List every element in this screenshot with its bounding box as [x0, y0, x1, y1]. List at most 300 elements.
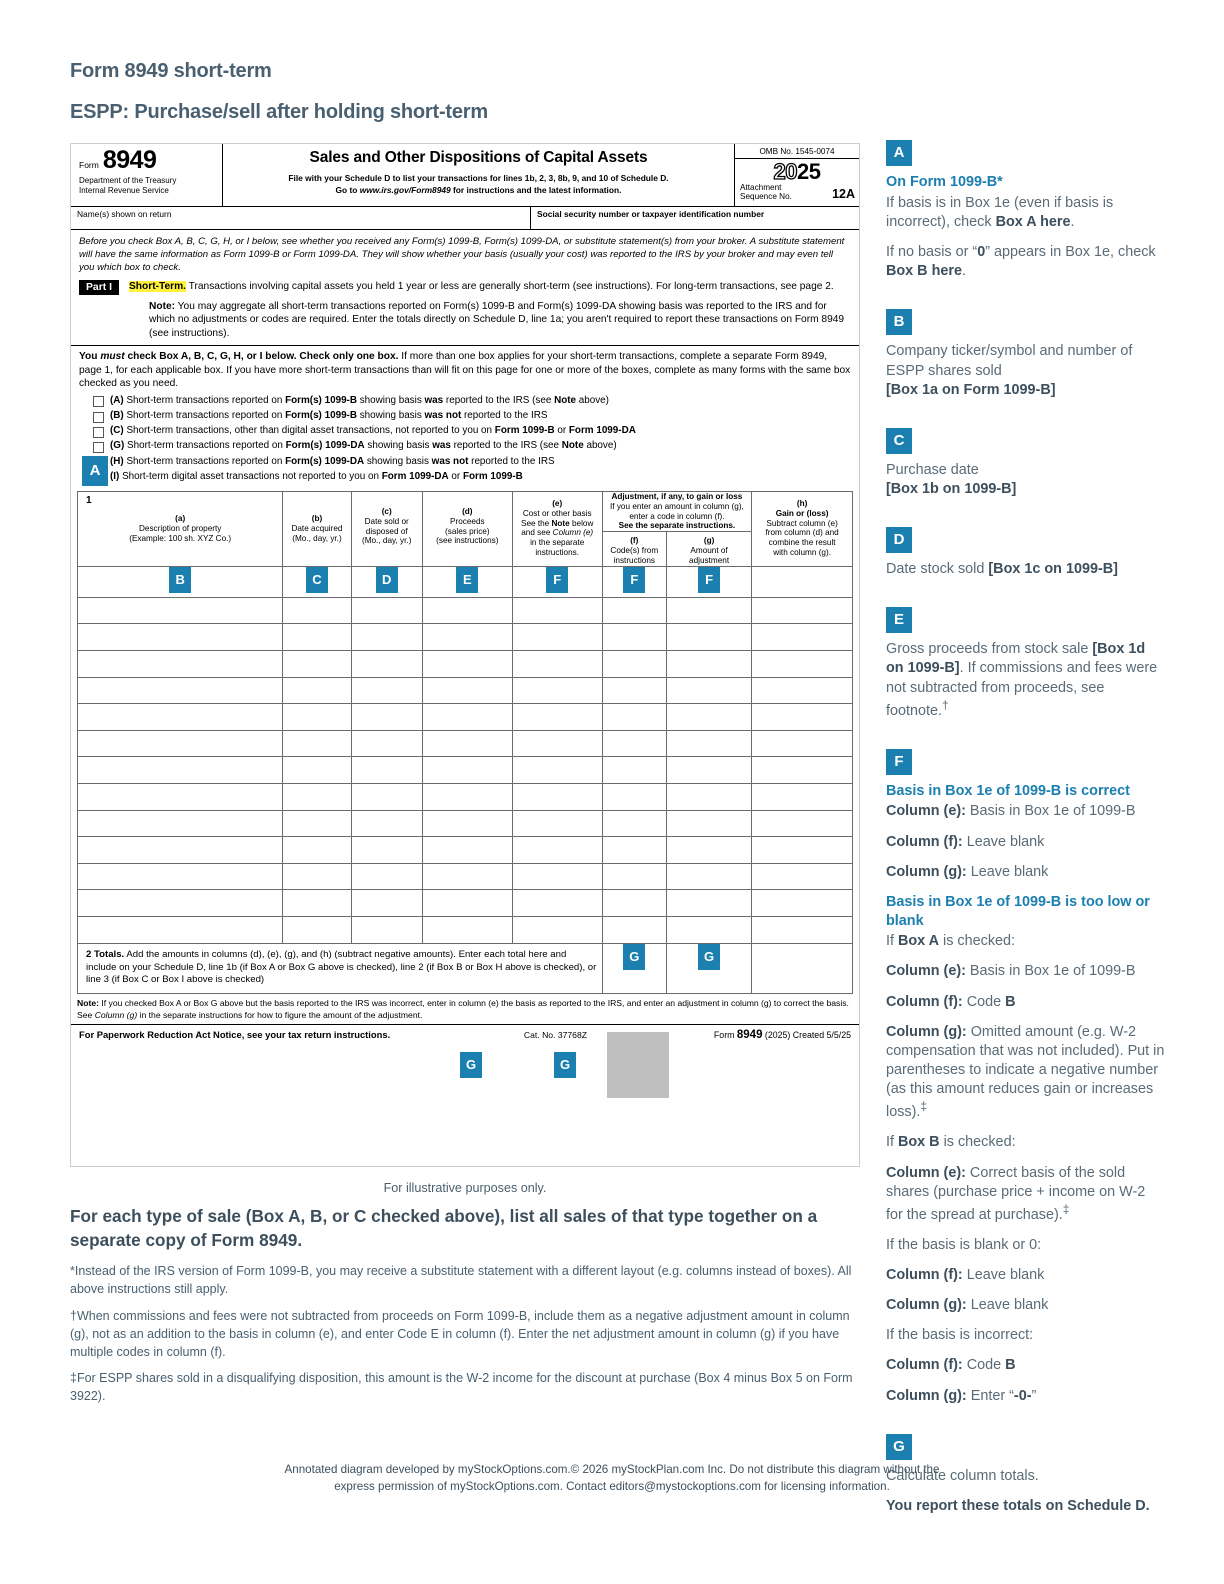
must-check-paragraph — [71, 346, 859, 391]
cb-i-b2: Form 1099-B — [462, 470, 523, 482]
table-cell[interactable] — [602, 597, 666, 624]
table-cell[interactable] — [351, 624, 422, 651]
ssn-field-label[interactable]: Social security number or taxpayer identification number — [537, 209, 765, 219]
table-cell[interactable] — [351, 916, 422, 943]
table-cell[interactable] — [422, 863, 512, 890]
totals-cell-h[interactable] — [752, 943, 853, 994]
table-cell[interactable] — [283, 837, 351, 864]
table-cell[interactable] — [422, 837, 512, 864]
cb-h-b2: was not — [431, 455, 469, 467]
cb-i-b1: Form 1099-DA — [381, 470, 449, 482]
table-cell[interactable] — [78, 597, 283, 624]
table-cell[interactable] — [512, 651, 602, 678]
cb-a-t1: Short-term transactions reported on — [123, 394, 286, 406]
table-cell[interactable] — [283, 863, 351, 890]
adj-line-4: See the separate instructions. — [618, 521, 736, 531]
table-cell[interactable] — [752, 624, 853, 651]
table-cell[interactable] — [422, 624, 512, 651]
cb-c-t1: Short-term transactions, other than digital asset transactions, not reported to you on — [123, 425, 495, 437]
table-cell[interactable] — [752, 837, 853, 864]
cb-b-t2: showing basis — [356, 410, 425, 422]
col-e-line-3 — [513, 528, 602, 538]
table-row[interactable] — [78, 890, 853, 917]
table-cell[interactable] — [512, 597, 602, 624]
table-cell[interactable] — [422, 704, 512, 731]
table-cell[interactable] — [422, 916, 512, 943]
cb-g-b3: Note — [561, 440, 584, 452]
table-cell[interactable] — [422, 651, 512, 678]
col-f-line-2: instructions — [613, 556, 655, 565]
table-cell[interactable] — [351, 677, 422, 704]
table-cell[interactable] — [666, 757, 751, 784]
col-b-line-2: (Mo., day, yr.) — [292, 533, 342, 543]
table-row[interactable] — [78, 651, 853, 678]
table-cell[interactable] — [752, 757, 853, 784]
footnote-asterisk: *Instead of the IRS version of Form 1099-B, you may receive a substitute statement with a different layout (e.g. columns instead of boxes). All above instructions still apply. — [70, 1264, 852, 1296]
annotation-badge-c: C — [306, 567, 328, 593]
form-title: Sales and Other Dispositions of Capital Assets — [309, 149, 648, 166]
sidebar-badge-b: B — [886, 309, 912, 335]
illustrative-note: For illustrative purposes only. — [383, 1181, 547, 1195]
table-cell[interactable] — [666, 810, 751, 837]
table-cell[interactable] — [283, 784, 351, 811]
table-cell[interactable] — [422, 810, 512, 837]
sidebar-paragraph: If no basis or “0” appears in Box 1e, check Box B here. — [886, 244, 1156, 280]
table-cell[interactable] — [512, 784, 602, 811]
form-masthead — [71, 144, 859, 207]
table-cell[interactable] — [283, 624, 351, 651]
goto-post: for instructions and the latest information. — [450, 185, 622, 195]
header-col-e — [512, 491, 602, 566]
cb-b-t1: Short-term transactions reported on — [123, 410, 286, 422]
irs-url: www.irs.gov/Form8949 — [359, 185, 451, 195]
sidebar-paragraph: Gross proceeds from stock sale [Box 1d on 1099-B]. If commissions and fees were not subtracted from proceeds, see footnote.† — [886, 641, 1158, 719]
cb-b-b1: Form(s) 1099-B — [285, 410, 357, 422]
table-row[interactable] — [78, 916, 853, 943]
table-cell[interactable] — [422, 757, 512, 784]
credit-line-2: express permission of myStockOptions.com. Contact editors@mystockoptions.com for licensing information. — [334, 1479, 890, 1493]
col-d-line-2: (sales price) — [445, 526, 490, 536]
table-row[interactable] — [78, 566, 853, 597]
footnote-dagger: †When commissions and fees were not subtracted from proceeds on Form 1099-B, include them as a negative adjustment amount in column (g), not as an addition to the basis in column (e), and enter Code E in column (f). Enter the net adjustment amount in column (g) if you have multiple codes in column (f). — [70, 1309, 850, 1359]
table-row[interactable] — [78, 757, 853, 784]
table-cell[interactable] — [666, 677, 751, 704]
table-cell[interactable] — [752, 730, 853, 757]
table-cell[interactable] — [422, 730, 512, 757]
page-subtitle: ESPP: Purchase/sell after holding short-term — [70, 101, 488, 123]
table-cell[interactable] — [422, 784, 512, 811]
checkbox-b[interactable] — [93, 412, 104, 423]
table-cell[interactable] — [666, 916, 751, 943]
table-cell[interactable] — [602, 624, 666, 651]
table-cell[interactable] — [512, 890, 602, 917]
sidebar-paragraph: You report these totals on Schedule D. — [886, 1497, 1150, 1514]
checkbox-row-a[interactable] — [93, 395, 851, 408]
cb-a-b1: Form(s) 1099-B — [285, 394, 357, 406]
cell-col-h[interactable] — [752, 566, 853, 597]
omb-number: OMB No. 1545-0074 — [735, 144, 859, 159]
table-cell[interactable] — [78, 863, 283, 890]
note-body: You may aggregate all short-term transactions reported on Form(s) 1099-B and Form(s) 1099-DA showing basis was reported to the IRS and for which no adjustments or codes are required. Enter the totals directly on Schedule D, line 1a; you aren't required to report these transactions on Form 8949 (see instructions). — [149, 300, 845, 339]
table-cell[interactable] — [602, 810, 666, 837]
masthead-center — [223, 144, 735, 206]
table-cell[interactable] — [351, 704, 422, 731]
part-one-body — [129, 280, 851, 295]
dept-line-1: Department of the Treasury — [79, 176, 177, 185]
cb-h-t2: showing basis — [364, 455, 432, 467]
table-cell[interactable] — [512, 863, 602, 890]
table-cell[interactable] — [666, 597, 751, 624]
col-e-line-5: instructions. — [535, 548, 580, 558]
part-one-text: Transactions involving capital assets you held 1 year or less are generally short-term (see instructions). For long-term transactions, see page 2. — [185, 280, 834, 292]
checkbox-i-label — [110, 471, 523, 484]
header-col-h — [752, 491, 853, 566]
annotation-badge-b: B — [169, 567, 191, 593]
table-cell[interactable] — [351, 784, 422, 811]
cb-c-b1: Form 1099-B — [494, 425, 555, 437]
sidebar-paragraph: Column (e): Correct basis of the sold shares (purchase price + income on W-2 for the spread at purchase).‡ — [886, 1164, 1146, 1223]
table-cell[interactable] — [602, 704, 666, 731]
col-e-l3a: and see — [521, 528, 553, 538]
cell-col-f[interactable] — [602, 566, 666, 597]
page-title: Form 8949 short-term — [70, 60, 272, 82]
table-cell[interactable] — [351, 730, 422, 757]
col-e-line-4: in the separate — [530, 538, 585, 548]
totals-cell-g[interactable] — [666, 943, 751, 994]
sidebar-paragraph: Column (g): Leave blank — [886, 863, 1049, 880]
header-adjustment-group — [602, 491, 752, 531]
table-header-row — [78, 491, 853, 531]
table-blank-rows — [78, 597, 853, 943]
col-c-letter: (c) — [381, 506, 392, 516]
year-prefix: 20 — [773, 159, 797, 184]
table-cell[interactable] — [666, 863, 751, 890]
totals-body: Add the amounts in columns (d), (e), (g), and (h) (subtract negative amounts). Enter each total here and include on your Schedule D, line 1b (if Box A or Box G above is checked), line 2 (if Box B or Box H above is checked), or line 3 (if Box C or Box I above is checked) — [86, 948, 597, 986]
table-row[interactable] — [78, 624, 853, 651]
annotation-badge-f1: F — [546, 567, 568, 593]
table-cell[interactable] — [752, 677, 853, 704]
table-row[interactable] — [78, 837, 853, 864]
col-h-line-1: Gain or (loss) — [775, 508, 829, 518]
table-cell[interactable] — [602, 837, 666, 864]
table-cell[interactable] — [78, 704, 283, 731]
table-cell[interactable] — [283, 651, 351, 678]
box-checkbox-list — [71, 391, 859, 491]
table-cell[interactable] — [752, 651, 853, 678]
table-cell[interactable] — [512, 837, 602, 864]
form-word-label: Form — [79, 160, 99, 170]
name-field-label[interactable]: Name(s) shown on return — [71, 207, 531, 229]
tax-year — [735, 159, 859, 183]
cell-col-e[interactable] — [512, 566, 602, 597]
footer-form-num: 8949 — [736, 1028, 763, 1041]
cb-h-t3: reported to the IRS — [468, 455, 555, 467]
form-intro-paragraph: Before you check Box A, B, C, G, H, or I below, see whether you received any Form(s) 1099-B, Form(s) 1099-DA, or substitute statement(s) from your broker. A substitute statement will have the same information as Form 1099-B or Form 1099-DA. They will show whether your basis (usually your cost) was reported to the IRS by your broker and may even tell you which box to check. — [79, 236, 845, 273]
totals-instruction-cell — [78, 943, 603, 994]
footnote-double-dagger: ‡For ESPP shares sold in a disqualifying disposition, this amount is the W-2 income for the discount at purchase (Box 4 minus Box 5 on Form 3922). — [70, 1371, 853, 1403]
sidebar-heading: Basis in Box 1e of 1099-B is too low or blank — [886, 893, 1150, 929]
table-cell[interactable] — [78, 624, 283, 651]
table-cell[interactable] — [351, 890, 422, 917]
table-cell[interactable] — [666, 837, 751, 864]
header-col-c — [351, 491, 422, 566]
bottom-note-b: in the separate instructions for how to figure the amount of the adjustment. — [137, 1009, 423, 1020]
sidebar-paragraph: Column (f): Leave blank — [886, 833, 1045, 850]
table-cell[interactable] — [283, 730, 351, 757]
table-cell[interactable] — [666, 730, 751, 757]
cb-a-tag: (A) — [110, 394, 124, 406]
checkbox-c[interactable] — [93, 427, 104, 438]
table-row[interactable] — [78, 704, 853, 731]
sidebar-badge-c: C — [886, 428, 912, 454]
sidebar-badge-e: E — [886, 607, 912, 633]
totals-row — [78, 943, 853, 994]
checkbox-row-h[interactable] — [93, 456, 851, 469]
header-col-a — [78, 491, 283, 566]
table-cell[interactable] — [283, 677, 351, 704]
form-subtitle-1: File with your Schedule D to list your transactions for lines 1b, 2, 3, 8b, 9, and 10 of Schedule D. — [288, 173, 669, 183]
sidebar-paragraph: If Box B is checked: — [886, 1134, 1016, 1151]
sidebar-paragraph: Calculate column totals. — [886, 1467, 1039, 1484]
sidebar-badge-d: D — [886, 527, 912, 553]
sidebar-heading: On Form 1099-B* — [886, 174, 1003, 190]
table-cell[interactable] — [351, 810, 422, 837]
cell-col-d[interactable] — [422, 566, 512, 597]
checkbox-row-b[interactable] — [93, 410, 851, 423]
table-cell[interactable] — [752, 863, 853, 890]
table-cell[interactable] — [283, 810, 351, 837]
table-cell[interactable] — [351, 757, 422, 784]
col-f-line-1: Code(s) from — [610, 546, 659, 556]
table-cell[interactable] — [752, 704, 853, 731]
masthead-left — [71, 144, 223, 206]
table-row[interactable] — [78, 597, 853, 624]
checkbox-row-i[interactable] — [93, 471, 851, 484]
table-cell[interactable] — [666, 624, 751, 651]
note-label: Note: — [149, 300, 176, 312]
cb-h-b1: Form(s) 1099-DA — [285, 455, 365, 467]
dept-line-2: Internal Revenue Service — [79, 185, 169, 195]
col-e-l2c: below — [569, 518, 594, 528]
totals-text — [78, 944, 602, 994]
year-suffix: 25 — [797, 159, 821, 184]
goto-pre: Go to — [335, 185, 360, 195]
annotation-badge-f2: F — [623, 567, 645, 593]
table-cell[interactable] — [422, 890, 512, 917]
totals-label: Totals. — [94, 948, 125, 960]
table-cell[interactable] — [283, 597, 351, 624]
col-h-line-3: from column (d) and — [765, 528, 839, 538]
table-cell[interactable] — [351, 597, 422, 624]
transactions-table-wrap — [71, 491, 859, 994]
form-footer — [71, 1025, 859, 1044]
header-col-f — [602, 532, 666, 567]
table-cell[interactable] — [666, 651, 751, 678]
treasury-dept — [79, 176, 216, 196]
table-cell[interactable] — [602, 730, 666, 757]
table-cell[interactable] — [752, 890, 853, 917]
table-row[interactable] — [78, 784, 853, 811]
table-cell[interactable] — [283, 704, 351, 731]
checkbox-b-label — [110, 410, 547, 423]
table-row[interactable] — [78, 677, 853, 704]
cb-b-b2: was not — [424, 410, 462, 422]
sidebar-paragraph: If the basis is incorrect: — [886, 1327, 1034, 1344]
col-a-line-1: Description of property — [139, 523, 222, 533]
cell-col-b[interactable] — [283, 566, 351, 597]
annotation-badge-e: E — [456, 567, 478, 593]
copyright-credit — [212, 1462, 1012, 1496]
line-1-number: 1 — [86, 494, 92, 506]
checkbox-row-g[interactable] — [93, 440, 851, 453]
cell-col-a[interactable] — [78, 566, 283, 597]
table-cell[interactable] — [351, 837, 422, 864]
table-cell[interactable] — [602, 757, 666, 784]
checkbox-g[interactable] — [93, 442, 104, 453]
table-cell[interactable] — [602, 863, 666, 890]
sidebar-badge-f: F — [886, 749, 912, 775]
adj-line-3: enter a code in column (f). — [629, 511, 725, 521]
part-one-tag: Part I — [79, 280, 119, 295]
table-cell[interactable] — [512, 757, 602, 784]
cb-b-t3: reported to the IRS — [461, 410, 548, 422]
col-c-line-2: disposed of — [365, 526, 408, 536]
totals-cell-f[interactable] — [602, 943, 666, 994]
col-e-letter: (e) — [552, 498, 563, 508]
checkbox-row-c[interactable] — [93, 425, 851, 438]
part-one-note — [71, 295, 859, 341]
form-bottom-note — [71, 994, 859, 1024]
table-cell[interactable] — [78, 916, 283, 943]
cb-c-t2: or — [554, 425, 569, 437]
table-cell[interactable] — [78, 757, 283, 784]
checkbox-g-label — [110, 440, 617, 453]
table-cell[interactable] — [351, 863, 422, 890]
form-number: 8949 — [102, 146, 157, 174]
table-cell[interactable] — [512, 916, 602, 943]
col-a-line-2: (Example: 100 sh. XYZ Co.) — [129, 533, 232, 543]
cb-a-b3: Note — [554, 394, 577, 406]
totals-number: 2 — [86, 948, 92, 960]
checkbox-c-label — [110, 425, 636, 438]
table-cell[interactable] — [512, 624, 602, 651]
table-cell[interactable] — [78, 837, 283, 864]
cb-b-tag: (B) — [110, 410, 124, 422]
transactions-table — [77, 491, 853, 994]
annotation-badge-g3: G — [623, 944, 645, 970]
table-row[interactable] — [78, 730, 853, 757]
table-cell[interactable] — [512, 810, 602, 837]
table-row[interactable] — [78, 863, 853, 890]
sidebar-paragraph: Column (f): Code B — [886, 993, 1016, 1010]
cell-col-g[interactable] — [666, 566, 751, 597]
short-term-highlight: Short-Term. — [129, 280, 186, 292]
table-cell[interactable] — [78, 810, 283, 837]
must-lead-b: must — [100, 351, 125, 363]
cb-g-t1: Short-term transactions reported on — [124, 440, 286, 452]
table-cell[interactable] — [666, 784, 751, 811]
table-cell[interactable] — [602, 916, 666, 943]
sidebar-paragraph: Column (f): Leave blank — [886, 1266, 1045, 1283]
separate-copy-statement: For each type of sale (Box A, B, or C checked above), list all sales of that type together on a separate copy of Form 8949. — [70, 1206, 818, 1250]
credit-line-1: Annotated diagram developed by myStockOptions.com.© 2026 myStockPlan.com Inc. Do not distribute this diagram without the — [284, 1463, 940, 1476]
footer-form-pre: Form — [713, 1029, 737, 1040]
table-cell[interactable] — [78, 651, 283, 678]
annotation-badge-a: A — [82, 456, 108, 486]
annotation-badge-g4: G — [698, 944, 720, 970]
col-c-line-3: (Mo., day, yr.) — [361, 536, 412, 546]
table-cell[interactable] — [78, 890, 283, 917]
col-a-letter: (a) — [175, 513, 186, 523]
sidebar-badge-a: A — [886, 140, 912, 166]
table-cell[interactable] — [512, 730, 602, 757]
annotations-sidebar — [886, 140, 1166, 1527]
attachment-sequence — [735, 183, 859, 203]
col-e-l2a: See the — [521, 518, 552, 528]
must-rest: If more than one box applies for your short-term transactions, complete a separate Form 8949, page 1, for each applicable box. If you have more short-term transactions than will fit on this page for one or more of the boxes, complete as many forms with the same box checked as you need. — [79, 351, 851, 390]
table-cell[interactable] — [602, 890, 666, 917]
header-col-d — [422, 491, 512, 566]
table-cell[interactable] — [283, 916, 351, 943]
table-cell[interactable] — [602, 677, 666, 704]
annotation-badge-g2: G — [554, 1052, 576, 1078]
table-cell[interactable] — [351, 651, 422, 678]
sidebar-paragraph: If Box A is checked: — [886, 933, 1016, 950]
col-e-line-2 — [513, 519, 602, 529]
cb-g-t3: reported to the IRS (see — [450, 440, 562, 452]
col-d-line-1: Proceeds — [450, 516, 485, 526]
sidebar-paragraph: If the basis is blank or 0: — [886, 1236, 1042, 1253]
part-one-band — [71, 280, 859, 295]
table-row[interactable] — [78, 810, 853, 837]
table-cell[interactable] — [512, 677, 602, 704]
table-cell[interactable] — [752, 784, 853, 811]
table-cell[interactable] — [283, 757, 351, 784]
annotation-badge-g1: G — [460, 1052, 482, 1078]
table-cell[interactable] — [78, 677, 283, 704]
table-cell[interactable] — [752, 916, 853, 943]
sidebar-paragraph: Purchase date [Box 1b on 1099-B] — [886, 461, 1017, 497]
checkbox-h-label — [110, 456, 555, 469]
table-cell[interactable] — [422, 597, 512, 624]
col-g-letter: (g) — [703, 536, 715, 546]
col-g-line-1: Amount of — [690, 546, 728, 556]
checkbox-a[interactable] — [93, 396, 104, 407]
adj-line-2: If you enter an amount in column (g), — [610, 501, 744, 511]
table-cell[interactable] — [512, 704, 602, 731]
table-cell[interactable] — [602, 651, 666, 678]
sidebar-heading: Basis in Box 1e of 1099-B is correct — [886, 782, 1130, 799]
table-cell[interactable] — [422, 677, 512, 704]
cb-h-tag: (H) — [110, 455, 124, 467]
table-cell[interactable] — [78, 784, 283, 811]
col-h-letter: (h) — [796, 498, 808, 508]
col-h-line-2: Subtract column (e) — [766, 518, 838, 528]
form-8949-sheet — [70, 143, 860, 1167]
cb-c-b2: Form 1099-DA — [568, 425, 636, 437]
table-cell[interactable] — [666, 890, 751, 917]
table-cell[interactable] — [283, 890, 351, 917]
table-cell[interactable] — [666, 704, 751, 731]
table-cell[interactable] — [78, 730, 283, 757]
table-cell[interactable] — [602, 784, 666, 811]
table-cell[interactable] — [752, 810, 853, 837]
header-col-b — [283, 491, 351, 566]
annotation-badge-d: D — [376, 567, 398, 593]
table-cell[interactable] — [752, 597, 853, 624]
cell-col-c[interactable] — [351, 566, 422, 597]
cb-g-t2: showing basis — [364, 440, 433, 452]
